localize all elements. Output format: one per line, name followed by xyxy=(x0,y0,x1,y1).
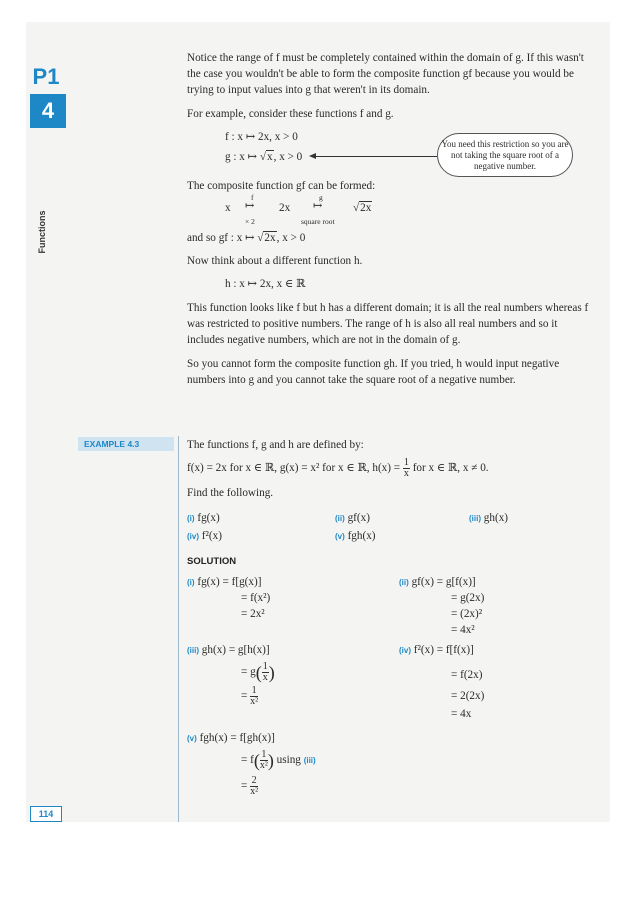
sol-i-line1: (i) fg(x) = f[g(x)] xyxy=(187,576,262,588)
sol-v-line3: = $\frac{2}{\text{x²}}$ xyxy=(241,775,259,797)
intro-paragraph-5: This function looks like f but h has a different domain; it is all the real numbers whereas f was restricted to positive numbers. The range of h is also all real numbers and so it includes negative numbers, which are not in the domain of g. xyxy=(187,302,589,346)
sol-iv-line4: = 4x xyxy=(451,708,472,720)
chain-maps-arrow-1: ↦ xyxy=(245,200,255,212)
example-definitions: f(x) = 2x for x ∈ ℝ, g(x) = x² for x ∈ ℝ, h(x) = $\frac{1}{x}$ for x ∈ ℝ, x ≠ 0. xyxy=(187,457,489,479)
chain-g-label: g xyxy=(319,193,323,202)
sol-ii-line2: = g(2x) xyxy=(451,592,485,604)
sol-iii-line1: (iii) gh(x) = g[h(x)] xyxy=(187,644,270,656)
sol-iv-line2: = f(2x) xyxy=(451,669,483,681)
part-v: (v) fgh(x) xyxy=(335,530,376,542)
chapter-number-tab: 4 xyxy=(30,94,66,128)
intro-paragraph-6: So you cannot form the composite function gh. If you tried, h would input negative numbers into g and you cannot take the square root of a negative number. xyxy=(187,358,560,386)
f-definition: f : x ↦ 2x, x > 0 xyxy=(225,131,298,143)
intro-paragraph-2: For example, consider these functions f and g. xyxy=(187,108,394,120)
example-label: EXAMPLE 4.3 xyxy=(78,437,174,451)
pure-math-tab: P1 xyxy=(32,64,60,89)
sol-iii-line3: = $\frac{1}{\text{x²}}$ xyxy=(241,685,259,707)
page-number: 114 xyxy=(30,806,62,822)
arrow-line xyxy=(315,156,437,157)
chain-sqrt-label: square root xyxy=(301,217,335,226)
example-divider-line xyxy=(178,436,179,822)
textbook-page xyxy=(26,22,610,822)
part-i: (i) fg(x) xyxy=(187,512,220,524)
sol-ii-line1: (ii) gf(x) = g[f(x)] xyxy=(399,576,476,588)
sol-ii-line3: = (2x)² xyxy=(451,608,483,620)
sol-iv-line3: = 2(2x) xyxy=(451,690,485,702)
chain-2x: 2x xyxy=(279,202,291,214)
part-iv: (iv) f²(x) xyxy=(187,530,222,542)
intro-paragraph-1: Notice the range of f must be completely contained within the domain of g. If this wasn't the case you wouldn't be able to form the composite function gf because you would be trying to input values into g that weren't in its domain. xyxy=(187,52,584,96)
g-definition: g : x ↦ √x, x > 0 xyxy=(225,151,303,163)
example-stem: The functions f, g and h are defined by: xyxy=(187,439,364,451)
sol-ii-line4: = 4x² xyxy=(451,624,475,636)
intro-paragraph-3: The composite function gf can be formed: xyxy=(187,180,376,192)
sol-iii-line2: = g( $\frac{1}{x}$ ) xyxy=(241,661,275,683)
section-side-label: Functions xyxy=(37,210,47,254)
intro-paragraph-4: Now think about a different function h. xyxy=(187,255,363,267)
sol-v-line1: (v) fgh(x) = f[gh(x)] xyxy=(187,732,275,744)
margin-note-bubble: You need this restriction so you are not taking the square root of a negative number. xyxy=(437,133,573,177)
solution-heading: SOLUTION xyxy=(187,556,237,567)
sol-iv-line1: (iv) f²(x) = f[f(x)] xyxy=(399,644,474,656)
sol-v-line2: = f( $\frac{1}{\text{x²}}$ ) using (iii) xyxy=(241,749,316,771)
sol-i-line2: = f(x²) xyxy=(241,592,271,604)
chain-result: √2x xyxy=(353,202,372,214)
example-find: Find the following. xyxy=(187,487,274,499)
chain-maps-arrow-2: ↦ xyxy=(313,200,323,212)
part-iii: (iii) gh(x) xyxy=(469,512,509,524)
chain-f-label: f xyxy=(251,193,254,202)
gf-definition: and so gf : x ↦ √2x, x > 0 xyxy=(187,232,306,244)
chain-x: x xyxy=(225,202,231,214)
h-definition: h : x ↦ 2x, x ∈ ℝ xyxy=(225,278,306,290)
part-ii: (ii) gf(x) xyxy=(335,512,370,524)
sol-i-line3: = 2x² xyxy=(241,608,265,620)
chain-times2-label: × 2 xyxy=(245,217,255,226)
